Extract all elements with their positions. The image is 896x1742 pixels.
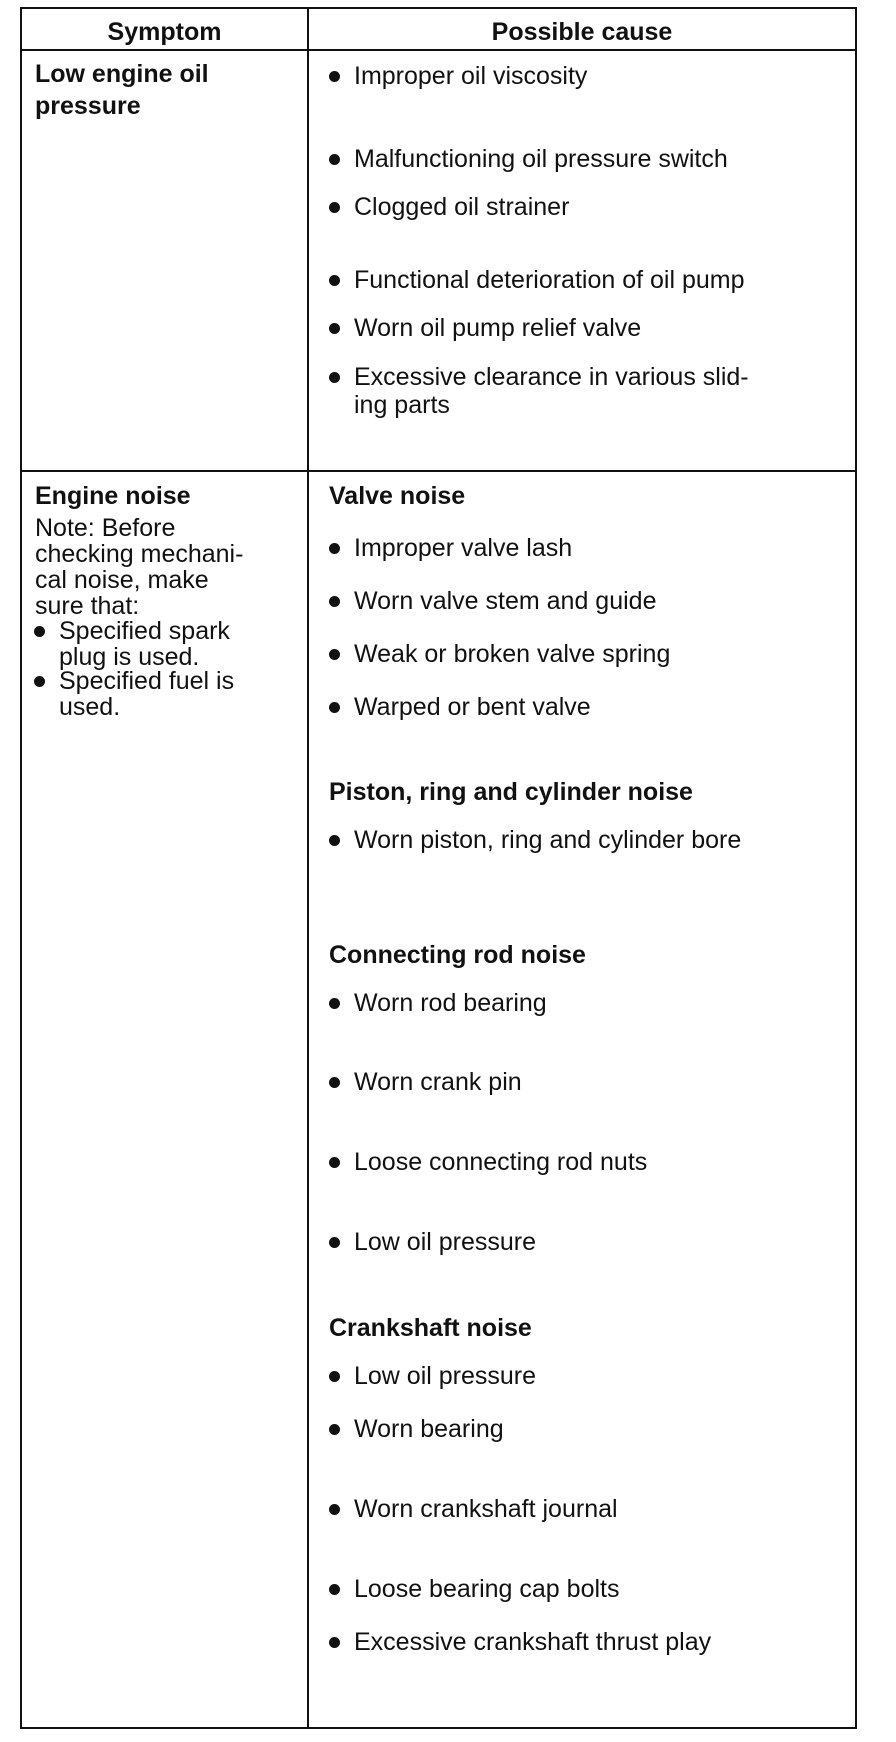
bullet-icon: [329, 275, 340, 286]
cause-item: Worn bearing: [354, 1415, 504, 1443]
header-cause: Possible cause: [491, 18, 673, 46]
bullet-icon: [329, 71, 340, 82]
note-line: Note: Before: [35, 514, 176, 542]
bullet-icon: [329, 323, 340, 334]
cause-item: Weak or broken valve spring: [354, 640, 671, 668]
bullet-icon: [329, 1637, 340, 1648]
note-line: checking mechani-: [35, 540, 244, 568]
note-bullet-line: Specified spark: [59, 617, 230, 645]
cause-item: Low oil pressure: [354, 1362, 537, 1390]
troubleshooting-table: [20, 7, 857, 1729]
cause-item: Worn crank pin: [354, 1068, 522, 1096]
header-symptom: Symptom: [107, 18, 222, 46]
cause-item: Excessive clearance in various slid-: [354, 363, 749, 391]
note-line: cal noise, make: [35, 566, 209, 594]
bullet-icon: [329, 649, 340, 660]
heading-piston-noise: Piston, ring and cylinder noise: [329, 778, 693, 806]
bullet-icon: [329, 154, 340, 165]
heading-crankshaft-noise: Crankshaft noise: [329, 1314, 532, 1342]
note-line: sure that:: [35, 592, 140, 620]
bullet-icon: [329, 596, 340, 607]
cause-item: Worn piston, ring and cylinder bore: [354, 826, 742, 854]
bullet-icon: [329, 1424, 340, 1435]
cause-item: Loose connecting rod nuts: [354, 1148, 648, 1176]
symptom-engine-noise: Engine noise: [35, 482, 191, 510]
column-divider: [307, 9, 309, 1727]
bullet-icon: [329, 372, 340, 383]
cause-item: Loose bearing cap bolts: [354, 1575, 620, 1603]
cause-item: Worn rod bearing: [354, 989, 547, 1017]
cause-item: Excessive crankshaft thrust play: [354, 1628, 712, 1656]
cause-item: Malfunctioning oil pressure switch: [354, 145, 728, 173]
bullet-icon: [329, 1157, 340, 1168]
cause-item: Low oil pressure: [354, 1228, 537, 1256]
bullet-icon: [329, 998, 340, 1009]
row-divider: [22, 470, 855, 472]
cause-item: Improper oil viscosity: [354, 62, 588, 90]
heading-valve-noise: Valve noise: [329, 482, 466, 510]
bullet-icon: [329, 1237, 340, 1248]
cause-item: Functional deterioration of oil pump: [354, 266, 745, 294]
heading-rod-noise: Connecting rod noise: [329, 941, 586, 969]
note-bullet-line: Specified fuel is: [59, 667, 235, 695]
note-bullet-line: plug is used.: [59, 643, 200, 671]
cause-item: Clogged oil strainer: [354, 193, 570, 221]
cause-item: Worn crankshaft journal: [354, 1495, 618, 1523]
symptom-low-oil-line1: Low engine oil: [35, 60, 209, 88]
bullet-icon: [329, 835, 340, 846]
bullet-icon: [329, 202, 340, 213]
symptom-low-oil-line2: pressure: [35, 92, 141, 120]
cause-item: Improper valve lash: [354, 534, 573, 562]
bullet-icon: [329, 543, 340, 554]
header-divider: [22, 49, 855, 51]
cause-item: Worn oil pump relief valve: [354, 314, 642, 342]
cause-item-continuation: ing parts: [354, 391, 450, 419]
bullet-icon: [329, 1371, 340, 1382]
cause-item: Warped or bent valve: [354, 693, 591, 721]
bullet-icon: [329, 702, 340, 713]
bullet-icon: [329, 1584, 340, 1595]
bullet-icon: [34, 626, 45, 637]
cause-item: Worn valve stem and guide: [354, 587, 657, 615]
bullet-icon: [34, 676, 45, 687]
bullet-icon: [329, 1077, 340, 1088]
bullet-icon: [329, 1504, 340, 1515]
note-bullet-line: used.: [59, 693, 121, 721]
